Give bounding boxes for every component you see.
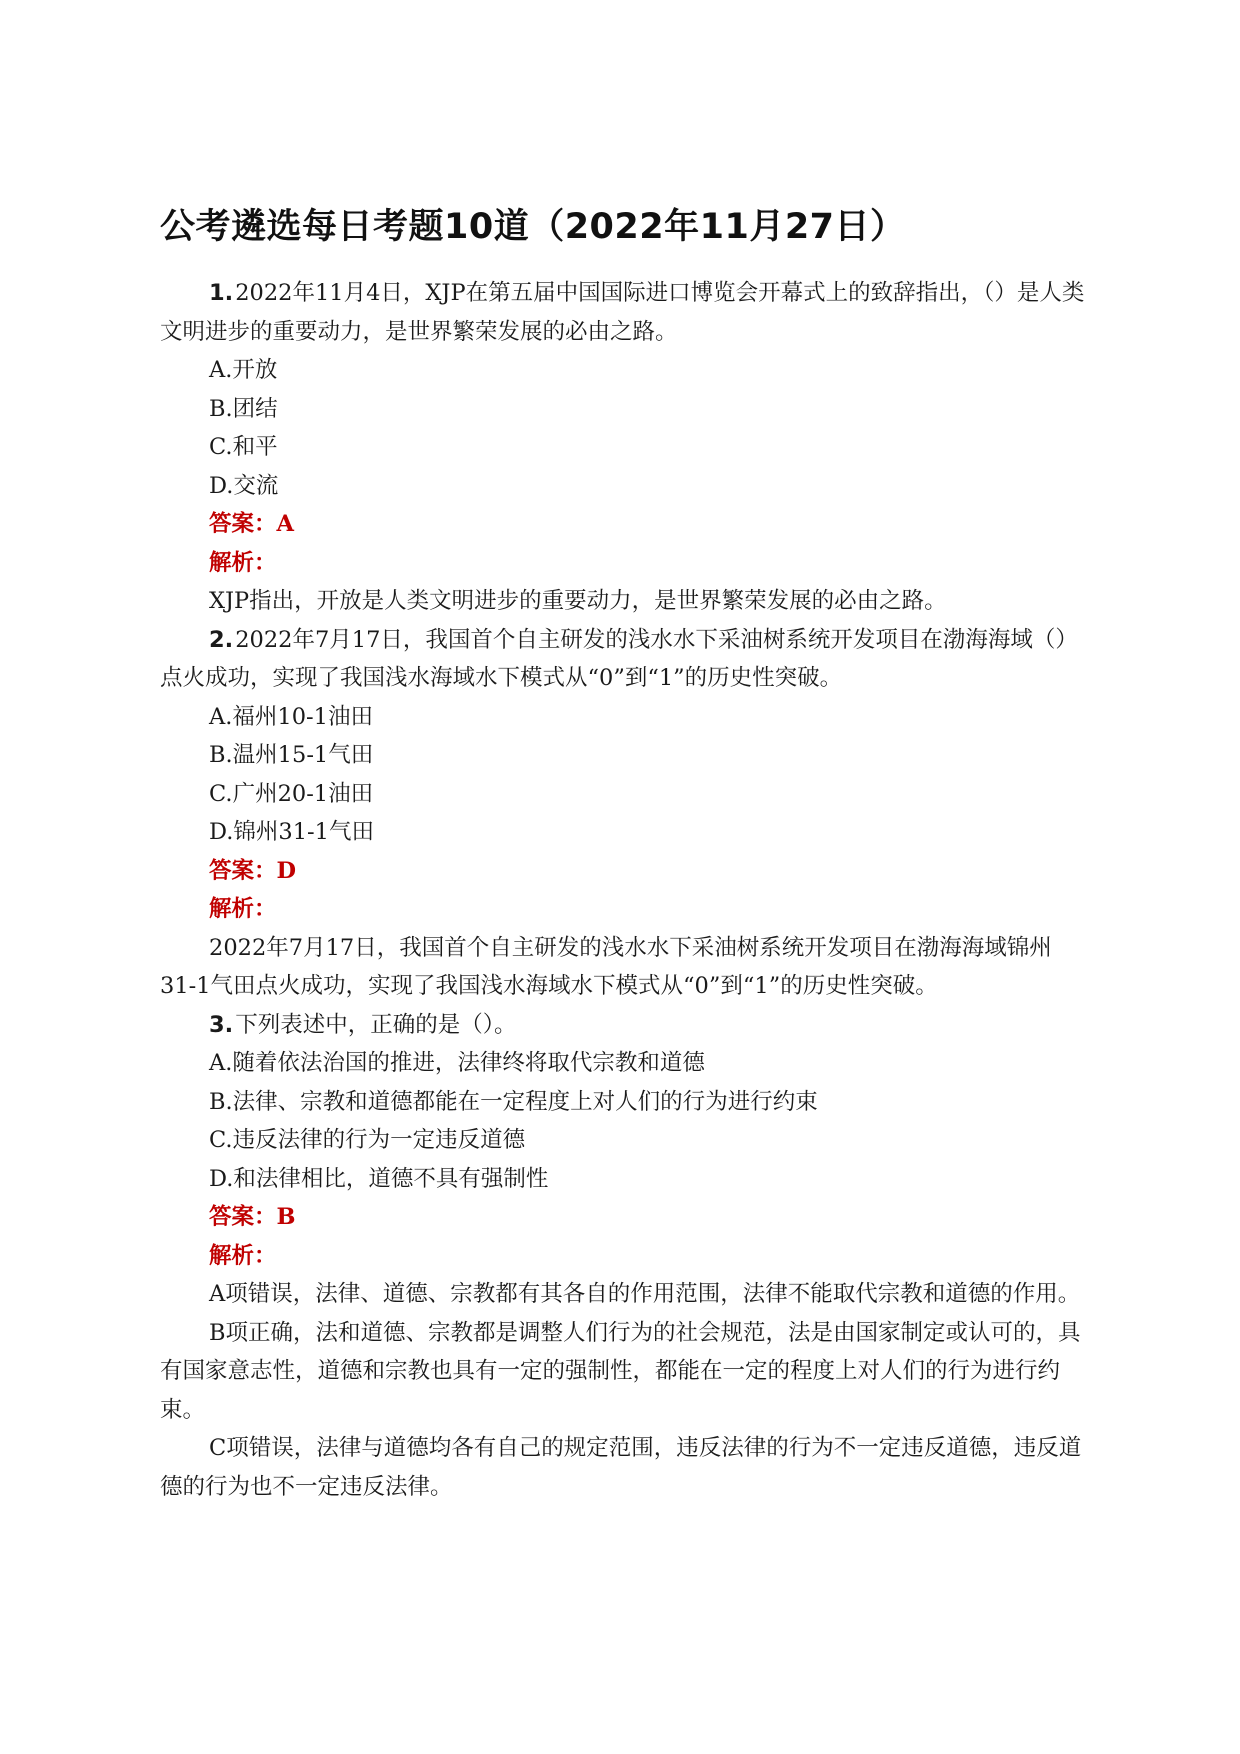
question-2 <box>160 621 1085 1006</box>
question-number: 1. <box>209 280 234 306</box>
answer-line <box>160 505 1085 544</box>
question-text: 2022年11月4日，XJP在第五届中国国际进口博览会开幕式上的致辞指出，（）是人类文明进步的重要动力，是世界繁荣发展的必由之路。 <box>160 280 1085 345</box>
answer-value: B <box>276 1204 296 1230</box>
option-a: A.随着依法治国的推进，法律终将取代宗教和道德 <box>209 1050 705 1076</box>
question-3 <box>160 1006 1085 1507</box>
option-b: B.团结 <box>209 395 278 422</box>
question-text: 下列表述中，正确的是（）。 <box>235 1011 517 1038</box>
analysis-label: 解析： <box>209 1242 277 1269</box>
option-c: C.广州20-1油田 <box>209 780 374 807</box>
analysis-text-a: A项错误，法律、道德、宗教都有其各自的作用范围，法律不能取代宗教和道德的作用。 <box>209 1281 1081 1307</box>
option-a: A.福州10-1油田 <box>209 703 373 730</box>
question-stem <box>160 1006 1085 1045</box>
option-b: B.法律、宗教和道德都能在一定程度上对人们的行为进行约束 <box>209 1088 818 1115</box>
analysis-text-c: C项错误，法律与道德均各有自己的规定范围，违反法律的行为不一定违反道德，违反道德的行为也不一定违反法律。 <box>160 1435 1082 1500</box>
page-title: 公考遴选每日考题10道（2022年11月27日） <box>160 207 906 247</box>
answer-label: 答案： <box>209 857 277 884</box>
answer-value: A <box>276 511 294 537</box>
option-d: D.交流 <box>209 472 279 499</box>
option-d: D.锦州31-1气田 <box>209 819 374 845</box>
option-a: A.开放 <box>209 357 278 383</box>
option-b: B.温州15-1气田 <box>209 742 374 768</box>
answer-line <box>160 852 1085 891</box>
analysis-text: XJP指出，开放是人类文明进步的重要动力，是世界繁荣发展的必由之路。 <box>209 588 947 614</box>
answer-value: D <box>276 857 297 884</box>
question-number: 3. <box>209 1011 234 1038</box>
document-page <box>160 200 1085 1506</box>
analysis-text-b: B项正确，法和道德、宗教都是调整人们行为的社会规范，法是由国家制定或认可的，具有国家意志性，道德和宗教也具有一定的强制性，都能在一定的程度上对人们的行为进行约束。 <box>160 1319 1081 1423</box>
answer-line <box>160 1198 1085 1237</box>
answer-label: 答案： <box>209 1204 277 1230</box>
answer-label: 答案： <box>209 511 277 537</box>
analysis-label: 解析： <box>209 896 277 922</box>
question-number: 2. <box>209 626 234 653</box>
option-c: C.和平 <box>209 434 278 460</box>
analysis-text: 2022年7月17日，我国首个自主研发的浅水水下采油树系统开发项目在渤海海域锦州31-1气田点火成功，实现了我国浅水海域水下模式从“0”到“1”的历史性突破。 <box>160 934 1052 999</box>
question-1 <box>160 274 1085 621</box>
question-stem <box>160 621 1085 698</box>
question-stem <box>160 274 1085 351</box>
option-c: C.违反法律的行为一定违反道德 <box>209 1127 526 1153</box>
question-text: 2022年7月17日，我国首个自主研发的浅水水下采油树系统开发项目在渤海海域（）点火成功，实现了我国浅水海域水下模式从“0”到“1”的历史性突破。 <box>160 626 1078 691</box>
option-d: D.和法律相比，道德不具有强制性 <box>209 1165 549 1192</box>
analysis-label: 解析： <box>209 549 277 576</box>
